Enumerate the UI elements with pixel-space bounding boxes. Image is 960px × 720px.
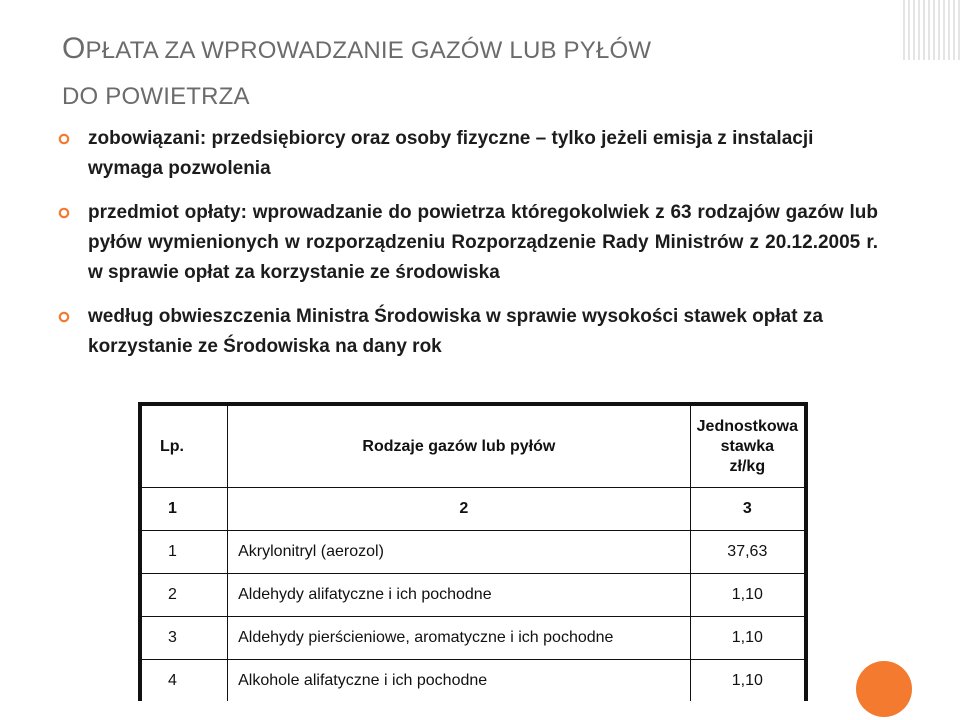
rates-table-scan [138,402,808,701]
column-number-2: 2 [228,488,691,531]
slide-title [62,26,882,120]
row-lp: 3 [142,617,228,660]
column-number-row [142,488,805,531]
decorative-orange-circle [856,661,912,717]
bullet-list [58,124,878,376]
title-line-2: DO POWIETRZA [62,83,250,110]
row-rate: 1,10 [690,617,804,660]
table-row [142,531,805,574]
bullet-item-obligated [58,124,878,184]
header-rate [690,406,804,488]
bullet-item-subject [58,198,878,288]
header-name: Rodzaje gazów lub pyłów [228,406,691,488]
row-name: Aldehydy alifatyczne i ich pochodne [228,574,691,617]
decorative-stripes [900,0,960,60]
ring-bullet-icon [58,311,70,323]
row-name: Aldehydy pierścieniowe, aromatyczne i ich pochodne [228,617,691,660]
rates-table [141,405,805,701]
ring-bullet-icon [58,207,70,219]
table-header-row [142,406,805,488]
column-number-3: 3 [690,488,804,531]
header-lp: Lp. [142,406,228,488]
row-lp: 4 [142,660,228,702]
row-lp: 2 [142,574,228,617]
bullet-text: przedmiot opłaty: wprowadzanie do powietrza któregokolwiek z 63 rodzajów gazów lub pyłów wymienionych w rozporządzeniu Rozporządzenie Rady Ministrów z 20.12.2005 r. w sprawie opłat za korzystanie ze środowiska [88,202,878,283]
row-rate: 37,63 [690,531,804,574]
title-first-letter: O [62,32,86,65]
bullet-item-announcement [58,302,878,362]
table-row [142,660,805,702]
row-rate: 1,10 [690,660,804,702]
table-row [142,574,805,617]
bullet-text: według obwieszczenia Ministra Środowiska w sprawie wysokości stawek opłat za korzystanie ze Środowiska na dany rok [88,306,823,357]
table-row [142,617,805,660]
ring-bullet-icon [58,133,70,145]
column-number-1: 1 [142,488,228,531]
header-rate-line-2: stawka [720,437,774,455]
title-line-1 [62,26,882,74]
bullet-text: zobowiązani: przedsiębiorcy oraz osoby fizyczne – tylko jeżeli emisja z instalacji wymaga pozwolenia [88,128,814,179]
title-line-1-rest: PŁATA ZA WPROWADZANIE GAZÓW LUB PYŁÓW [85,37,652,64]
row-name: Akrylonitryl (aerozol) [228,531,691,574]
row-rate: 1,10 [690,574,804,617]
row-name: Alkohole alifatyczne i ich pochodne [228,660,691,702]
row-lp: 1 [142,531,228,574]
header-rate-line-1: Jednostkowa [696,417,798,435]
header-rate-line-3: zł/kg [729,457,766,475]
